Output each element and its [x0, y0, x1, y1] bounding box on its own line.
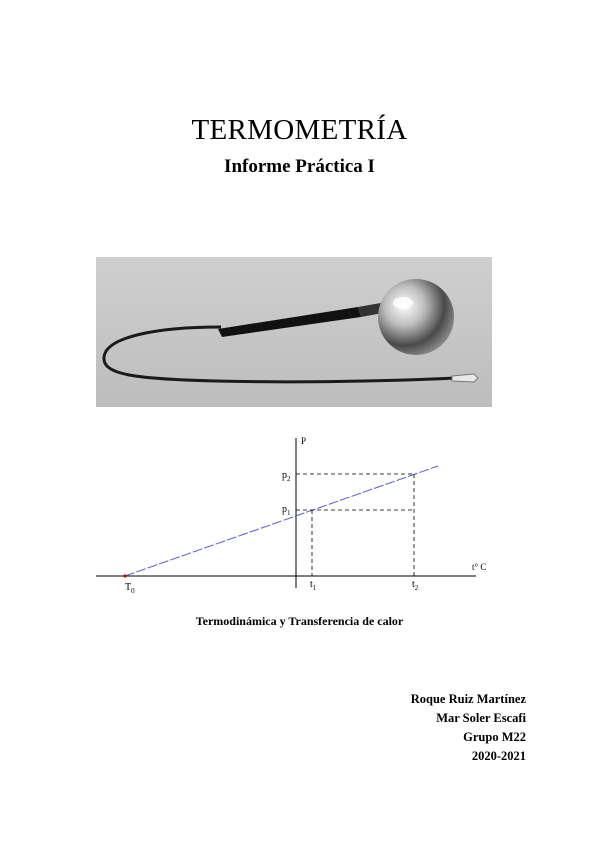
author-name-2: Mar Soler Escafi: [436, 711, 526, 725]
author-block: [411, 690, 526, 766]
author-name-1: Roque Ruiz Martínez: [410, 692, 526, 706]
t0-point: [123, 574, 126, 577]
thermometer-photo: [96, 257, 492, 407]
p1-label: $p_1$: [282, 504, 291, 517]
page-subtitle: Informe Práctica I: [224, 156, 375, 177]
group-label: Grupo M22: [463, 730, 526, 744]
pressure-temperature-diagram: [96, 430, 506, 610]
t1-label: $t_1$: [310, 579, 317, 592]
t0-label: $T_0$: [125, 582, 135, 595]
course-name: Termodinámica y Transferencia de calor: [195, 614, 404, 628]
p2-label: $p_2$: [282, 470, 291, 483]
pressure-line: [125, 466, 438, 576]
page-title: TERMOMETRÍA: [191, 114, 408, 146]
t2-label: $t_2$: [412, 579, 419, 592]
y-axis-label: P: [301, 436, 307, 446]
x-axis-label: t° C: [472, 562, 487, 572]
academic-year: 2020-2021: [471, 749, 526, 763]
